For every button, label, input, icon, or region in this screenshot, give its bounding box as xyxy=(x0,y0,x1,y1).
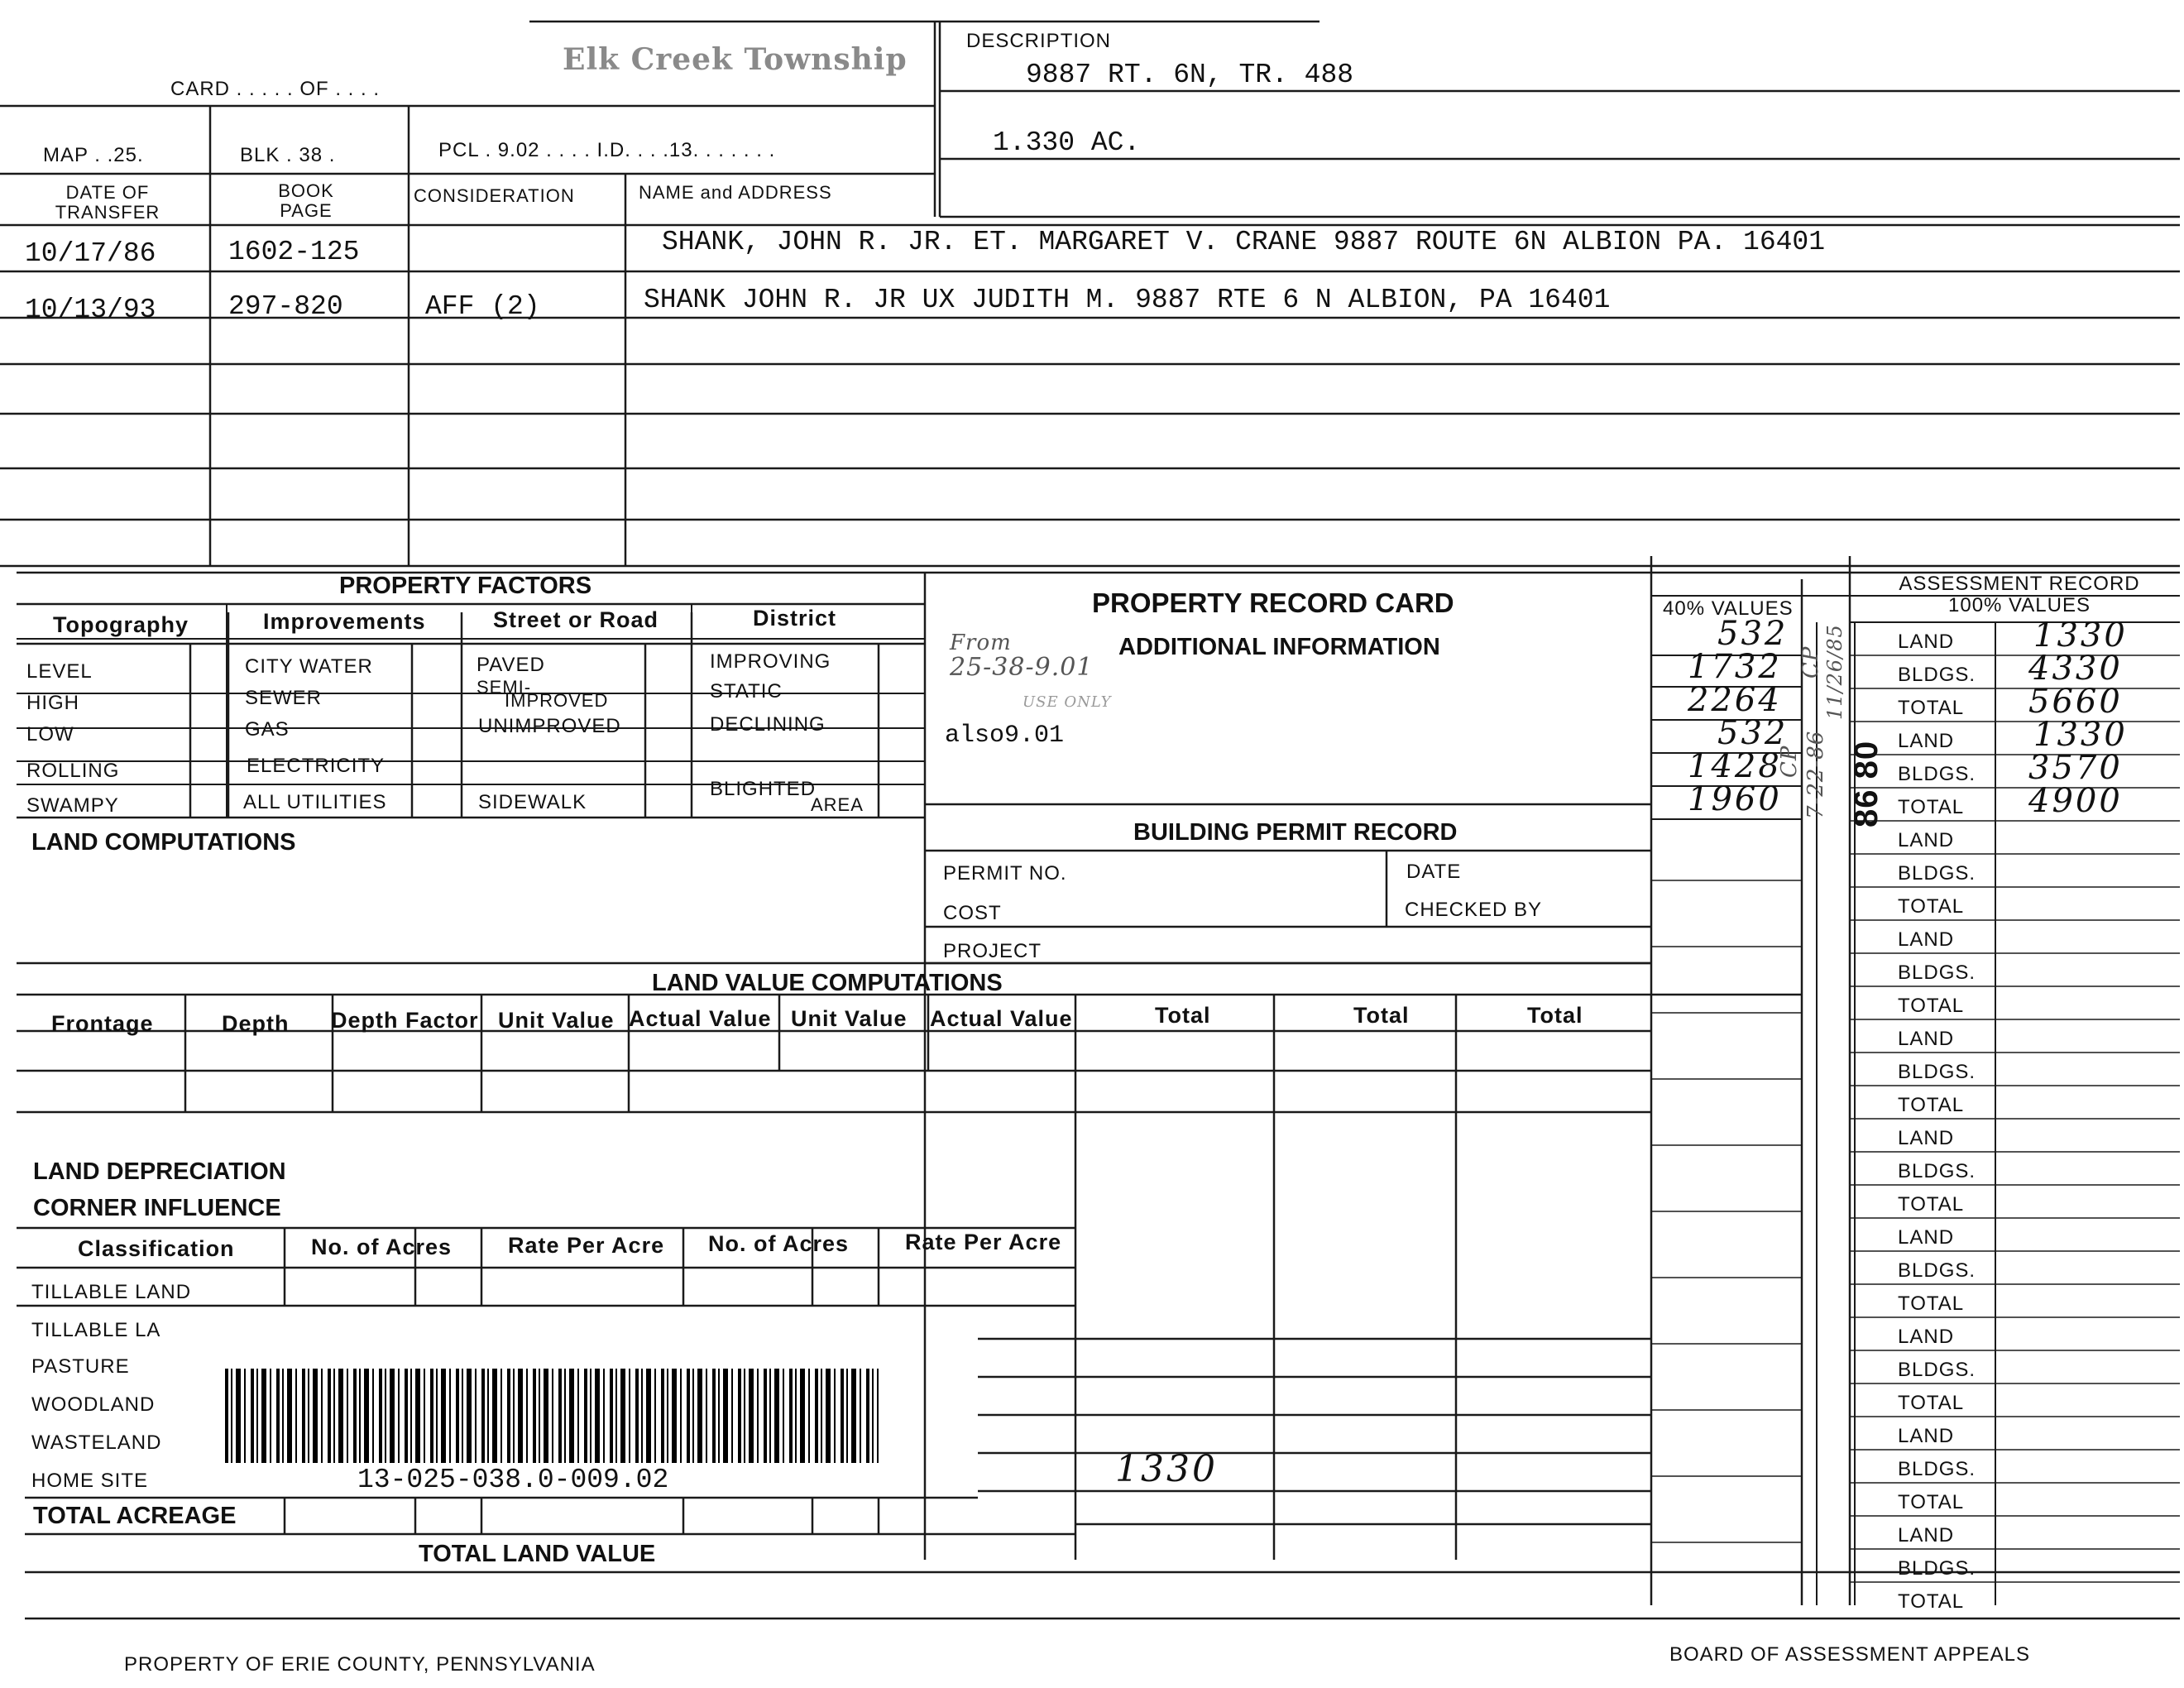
lvc-unit-value-1: Unit Value xyxy=(498,1008,615,1033)
assessment-row-label-land: LAND xyxy=(1898,829,1955,851)
permit-checked-by-label: CHECKED BY xyxy=(1405,899,1543,921)
v40-bldgs-2: 1428 xyxy=(1688,747,1782,785)
assess-total-1: 5660 xyxy=(2028,683,2123,721)
topo-swampy: SWAMPY xyxy=(26,794,119,817)
assessment-row-label-land: LAND xyxy=(1898,1028,1955,1050)
building-permit-title: BUILDING PERMIT RECORD xyxy=(1133,819,1458,846)
assessment-row-label-land: LAND xyxy=(1898,1524,1955,1547)
assessment-row-label-land: LAND xyxy=(1898,1425,1955,1447)
side-note-cp-2: CP xyxy=(1777,745,1802,778)
assessment-row-label-land: LAND xyxy=(1898,928,1955,951)
assessment-row-label-total: TOTAL xyxy=(1898,1094,1965,1116)
impr-gas: GAS xyxy=(245,718,290,741)
class-header-classification: Classification xyxy=(78,1236,235,1261)
lvc-frontage: Frontage xyxy=(51,1011,154,1036)
impr-city-water: CITY WATER xyxy=(245,655,373,678)
v40-land-1: 532 xyxy=(1717,615,1789,653)
assessment-record-header-2: 100% VALUES xyxy=(1948,594,2091,616)
note-parcel: 25-38-9.01 xyxy=(950,653,1094,682)
lvc-unit-value-2: Unit Value xyxy=(791,1006,908,1031)
book-page-header-2: PAGE xyxy=(280,200,333,221)
permit-project-label: PROJECT xyxy=(943,940,1042,962)
date-of-transfer-header: DATE OF xyxy=(65,182,150,203)
side-note-date-1: 11/26/85 xyxy=(1823,624,1846,720)
impr-sewer: SEWER xyxy=(245,687,323,709)
assessment-row-label-land: LAND xyxy=(1898,1226,1955,1249)
property-record-card-title: PROPERTY RECORD CARD xyxy=(1092,587,1454,618)
property-factors-title: PROPERTY FACTORS xyxy=(339,573,592,599)
assessment-record-header: ASSESSMENT RECORD xyxy=(1899,573,2140,595)
assessment-row-label-land: LAND xyxy=(1898,1127,1955,1149)
assessment-row-label-bldgs: BLDGS. xyxy=(1898,1061,1976,1083)
home-site-value: 1330 xyxy=(1115,1448,1218,1490)
parcel-barcode xyxy=(225,1369,879,1463)
assessment-row-label-total: TOTAL xyxy=(1898,796,1965,818)
class-woodland: WOODLAND xyxy=(31,1393,156,1416)
assessment-row-label-bldgs: BLDGS. xyxy=(1898,961,1976,984)
description-line-2: 1.330 AC. xyxy=(993,127,1141,158)
assessment-row-label-total: TOTAL xyxy=(1898,697,1965,719)
transfer-row-2-consideration: AFF (2) xyxy=(425,291,540,322)
assessment-row-label-total: TOTAL xyxy=(1898,1193,1965,1216)
book-page-header: BOOK xyxy=(278,180,334,201)
class-header-rate-2: Rate Per Acre xyxy=(905,1230,1062,1254)
impr-all-utilities: ALL UTILITIES xyxy=(243,791,387,813)
assessment-row-label-total: TOTAL xyxy=(1898,1292,1965,1315)
topography-header: Topography xyxy=(53,612,189,637)
assessment-row-label-land: LAND xyxy=(1898,631,1955,653)
consideration-header: CONSIDERATION xyxy=(414,185,575,206)
class-header-rate-1: Rate Per Acre xyxy=(508,1233,665,1258)
assess-land-2: 1330 xyxy=(2033,716,2128,754)
transfer-row-2-date: 10/13/93 xyxy=(25,295,156,325)
impr-electricity: ELECTRICITY xyxy=(247,755,386,777)
note-use-only: USE ONLY xyxy=(1023,693,1112,711)
assess-bldgs-2: 3570 xyxy=(2028,749,2123,787)
district-static: STATIC xyxy=(710,680,783,703)
district-blighted: BLIGHTED xyxy=(710,778,817,800)
barcode-number: 13-025-038.0-009.02 xyxy=(357,1465,669,1495)
note-from: From xyxy=(950,631,1012,655)
class-home-site: HOME SITE xyxy=(31,1470,149,1492)
footer-board-appeals: BOARD OF ASSESSMENT APPEALS xyxy=(1669,1643,2031,1666)
assessment-row-label-bldgs: BLDGS. xyxy=(1898,664,1976,686)
land-computations-label: LAND COMPUTATIONS xyxy=(31,829,296,856)
assessment-row-label-bldgs: BLDGS. xyxy=(1898,1557,1976,1580)
footer-erie-county: PROPERTY OF ERIE COUNTY, PENNSYLVANIA xyxy=(124,1653,596,1676)
class-tillable-la: TILLABLE LA xyxy=(31,1319,161,1341)
card-of-label: CARD . . . . . OF . . . . xyxy=(170,78,381,100)
date-of-transfer-header-2: TRANSFER xyxy=(55,202,160,223)
assess-total-2: 4900 xyxy=(2028,782,2123,820)
transfer-row-1-name: SHANK, JOHN R. JR. ET. MARGARET V. CRANE 9887 ROUTE 6N ALBION PA. 16401 xyxy=(662,227,1826,257)
forty-percent-values-header: 40% VALUES xyxy=(1663,597,1794,620)
assessment-row-label-land: LAND xyxy=(1898,730,1955,752)
township-stamp: Elk Creek Township xyxy=(563,42,908,77)
street-improved: IMPROVED xyxy=(505,690,609,711)
topo-rolling: ROLLING xyxy=(26,760,120,782)
assessment-row-label-total: TOTAL xyxy=(1898,895,1965,918)
district-area: AREA xyxy=(811,794,864,815)
lvc-total-1: Total xyxy=(1155,1003,1211,1028)
side-note-date-2: 7-22-86 xyxy=(1803,730,1828,819)
total-land-value-label: TOTAL LAND VALUE xyxy=(419,1541,656,1567)
transfer-row-1-book: 1602-125 xyxy=(228,237,360,267)
assess-land-1: 1330 xyxy=(2033,616,2128,655)
permit-cost-label: COST xyxy=(943,902,1002,924)
assessment-row-label-total: TOTAL xyxy=(1898,995,1965,1017)
transfer-row-2-book: 297-820 xyxy=(228,291,343,322)
class-tillable-land: TILLABLE LAND xyxy=(31,1281,192,1303)
lvc-total-2: Total xyxy=(1353,1003,1410,1028)
transfer-row-2-name: SHANK JOHN R. JR UX JUDITH M. 9887 RTE 6 N ALBION, PA 16401 xyxy=(644,285,1611,315)
v40-total-1: 2264 xyxy=(1688,681,1782,719)
class-wasteland: WASTELAND xyxy=(31,1431,162,1454)
district-improving: IMPROVING xyxy=(710,650,831,673)
assessment-row-label-bldgs: BLDGS. xyxy=(1898,1160,1976,1182)
v40-total-2: 1960 xyxy=(1688,780,1782,818)
lvc-depth: Depth xyxy=(222,1011,290,1036)
assess-bldgs-1: 4330 xyxy=(2028,650,2123,688)
district-declining: DECLINING xyxy=(710,713,826,736)
name-address-header: NAME and ADDRESS xyxy=(639,182,832,203)
land-depreciation-label: LAND DEPRECIATION xyxy=(33,1158,286,1185)
lvc-total-3: Total xyxy=(1527,1003,1583,1028)
description-label: DESCRIPTION xyxy=(966,30,1112,52)
corner-influence-label: CORNER INFLUENCE xyxy=(33,1195,281,1221)
street-sidewalk: SIDEWALK xyxy=(478,791,587,813)
street-unimproved: UNIMPROVED xyxy=(478,715,621,737)
topo-low: LOW xyxy=(26,723,74,746)
transfer-row-1-date: 10/17/86 xyxy=(25,238,156,269)
topo-high: HIGH xyxy=(26,692,79,714)
assessment-row-label-total: TOTAL xyxy=(1898,1590,1965,1613)
side-note-cp-1: CP xyxy=(1798,645,1823,679)
blk-field: BLK . 38 . xyxy=(240,144,336,166)
v40-land-2: 532 xyxy=(1717,714,1789,752)
lvc-depth-factor: Depth Factor xyxy=(331,1008,479,1033)
permit-no-label: PERMIT NO. xyxy=(943,862,1067,885)
permit-date-label: DATE xyxy=(1406,861,1462,883)
improvements-header: Improvements xyxy=(263,609,426,634)
lvc-actual-value-1: Actual Value xyxy=(629,1006,772,1031)
pcl-id-field: PCL . 9.02 . . . . I.D. . . .13. . . . . . . xyxy=(438,139,776,161)
assessment-row-label-bldgs: BLDGS. xyxy=(1898,1259,1976,1282)
assessment-row-label-bldgs: BLDGS. xyxy=(1898,1359,1976,1381)
side-note-large: 86 80 xyxy=(1848,740,1885,827)
land-value-computations-title: LAND VALUE COMPUTATIONS xyxy=(652,970,1003,996)
assessment-row-label-land: LAND xyxy=(1898,1326,1955,1348)
additional-information-label: ADDITIONAL INFORMATION xyxy=(1118,634,1440,660)
district-header: District xyxy=(753,606,837,631)
street-semi: SEMI- xyxy=(477,677,532,698)
assessment-row-label-total: TOTAL xyxy=(1898,1491,1965,1513)
class-pasture: PASTURE xyxy=(31,1355,130,1378)
map-field: MAP . .25. xyxy=(43,144,144,166)
assessment-row-label-bldgs: BLDGS. xyxy=(1898,1458,1976,1480)
assessment-row-label-bldgs: BLDGS. xyxy=(1898,862,1976,885)
class-header-acres-1: No. of Acres xyxy=(311,1235,453,1259)
assessment-row-label-bldgs: BLDGS. xyxy=(1898,763,1976,785)
v40-bldgs-1: 1732 xyxy=(1688,648,1782,686)
total-acreage-label: TOTAL ACREAGE xyxy=(33,1503,237,1529)
description-line-1: 9887 RT. 6N, TR. 488 xyxy=(1026,60,1354,90)
street-or-road-header: Street or Road xyxy=(493,607,659,632)
note-also: also9.01 xyxy=(945,722,1065,750)
lvc-actual-value-2: Actual Value xyxy=(930,1006,1073,1031)
topo-level: LEVEL xyxy=(26,660,93,683)
street-paved: PAVED xyxy=(477,654,545,676)
assessment-row-label-total: TOTAL xyxy=(1898,1392,1965,1414)
class-header-acres-2: No. of Acres xyxy=(708,1231,850,1256)
